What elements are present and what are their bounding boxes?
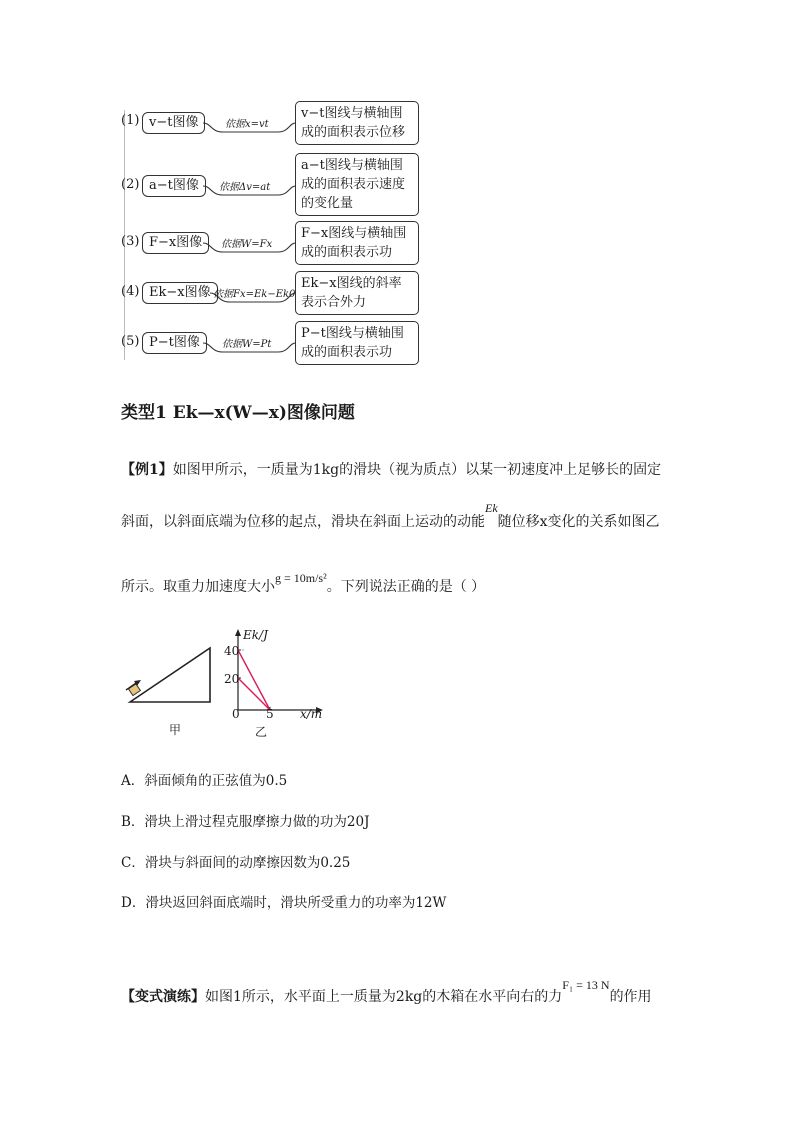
option-a[interactable]: A．斜面倾角的正弦值为0.5: [121, 773, 288, 789]
figure-label-yi: 乙: [255, 725, 268, 739]
flow-row-number: (1): [121, 113, 140, 128]
tick-40: 40: [224, 644, 240, 658]
variant-text: 如图1所示，水平面上一质量为2kg的木箱在水平向右的力: [205, 989, 563, 1005]
example-text: 所示。取重力加速度大小: [121, 579, 275, 595]
flow-row-link: 依据x=vt: [225, 119, 269, 130]
ek-formula: Ek: [485, 501, 498, 515]
example-line-3: [121, 571, 486, 596]
variant-exercise: [121, 978, 652, 1006]
flow-row-right-box: F−x图线与横轴围成的面积表示功: [295, 221, 419, 265]
flow-row-left-box: v−t图像: [142, 112, 205, 134]
flow-row-left-box: F−x图像: [142, 232, 209, 254]
gravity-formula: g = 10m/s²: [275, 571, 327, 585]
ek-up-line: [238, 650, 270, 710]
example-text: 随位移x变化的关系如图乙: [497, 514, 660, 530]
option-d[interactable]: D．滑块返回斜面底端时，滑块所受重力的功率为12W: [121, 895, 447, 911]
option-c[interactable]: C．滑块与斜面间的动摩擦因数为0.25: [121, 855, 351, 871]
flow-row-number: (2): [121, 177, 140, 192]
example-line-1: [121, 459, 661, 479]
tick-0: 0: [232, 707, 240, 721]
ek-down-line: [238, 678, 270, 710]
incline-diagram: [120, 640, 220, 705]
flow-row-right-box: a−t图线与横轴围成的面积表示速度的变化量: [295, 153, 419, 216]
flow-row-link: 依据Fx=Ek−Ek0: [213, 289, 296, 300]
example-line-2: [121, 501, 660, 531]
flow-row-number: (4): [121, 284, 140, 299]
flow-row-link: 依据W=Pt: [222, 339, 272, 350]
flow-row-link: 依据W=Fx: [221, 239, 273, 250]
example-tag: 【例1】: [121, 462, 173, 478]
flow-row-left-box: P−t图像: [142, 332, 207, 354]
flow-row-number: (5): [121, 334, 140, 349]
flow-row-left-box: Ek−x图像: [142, 282, 218, 304]
variant-tag: 【变式演练】: [121, 989, 205, 1005]
y-axis-label: Ek/J: [243, 628, 268, 642]
section-title: 类型1 Ek—x(W—x)图像问题: [121, 403, 355, 423]
flow-row-number: (3): [121, 234, 140, 249]
flow-row-link: 依据Δv=at: [219, 182, 271, 193]
figure-label-jia: 甲: [169, 723, 182, 737]
flow-row-right-box: P−t图线与横轴围成的面积表示功: [295, 321, 419, 365]
flow-row-right-box: Ek−x图线的斜率表示合外力: [295, 271, 419, 315]
example-text: 如图甲所示，一质量为1kg的滑块（视为质点）以某一初速度冲上足够长的固定: [172, 462, 662, 478]
x-axis-label: x/m: [300, 707, 323, 721]
force-formula: F₁ = 13 N: [562, 978, 610, 992]
tick-5: 5: [266, 707, 274, 721]
example-text: 。下列说法正确的是（ ）: [326, 579, 486, 595]
flow-row-right-box: v−t图线与横轴围成的面积表示位移: [295, 101, 419, 145]
flow-row-left-box: a−t图像: [142, 175, 206, 197]
tick-20: 20: [224, 672, 240, 686]
example-text: 斜面，以斜面底端为位移的起点，滑块在斜面上运动的动能: [121, 514, 485, 530]
option-b[interactable]: B．滑块上滑过程克服摩擦力做的功为20J: [121, 814, 370, 830]
variant-text: 的作用: [609, 989, 652, 1005]
